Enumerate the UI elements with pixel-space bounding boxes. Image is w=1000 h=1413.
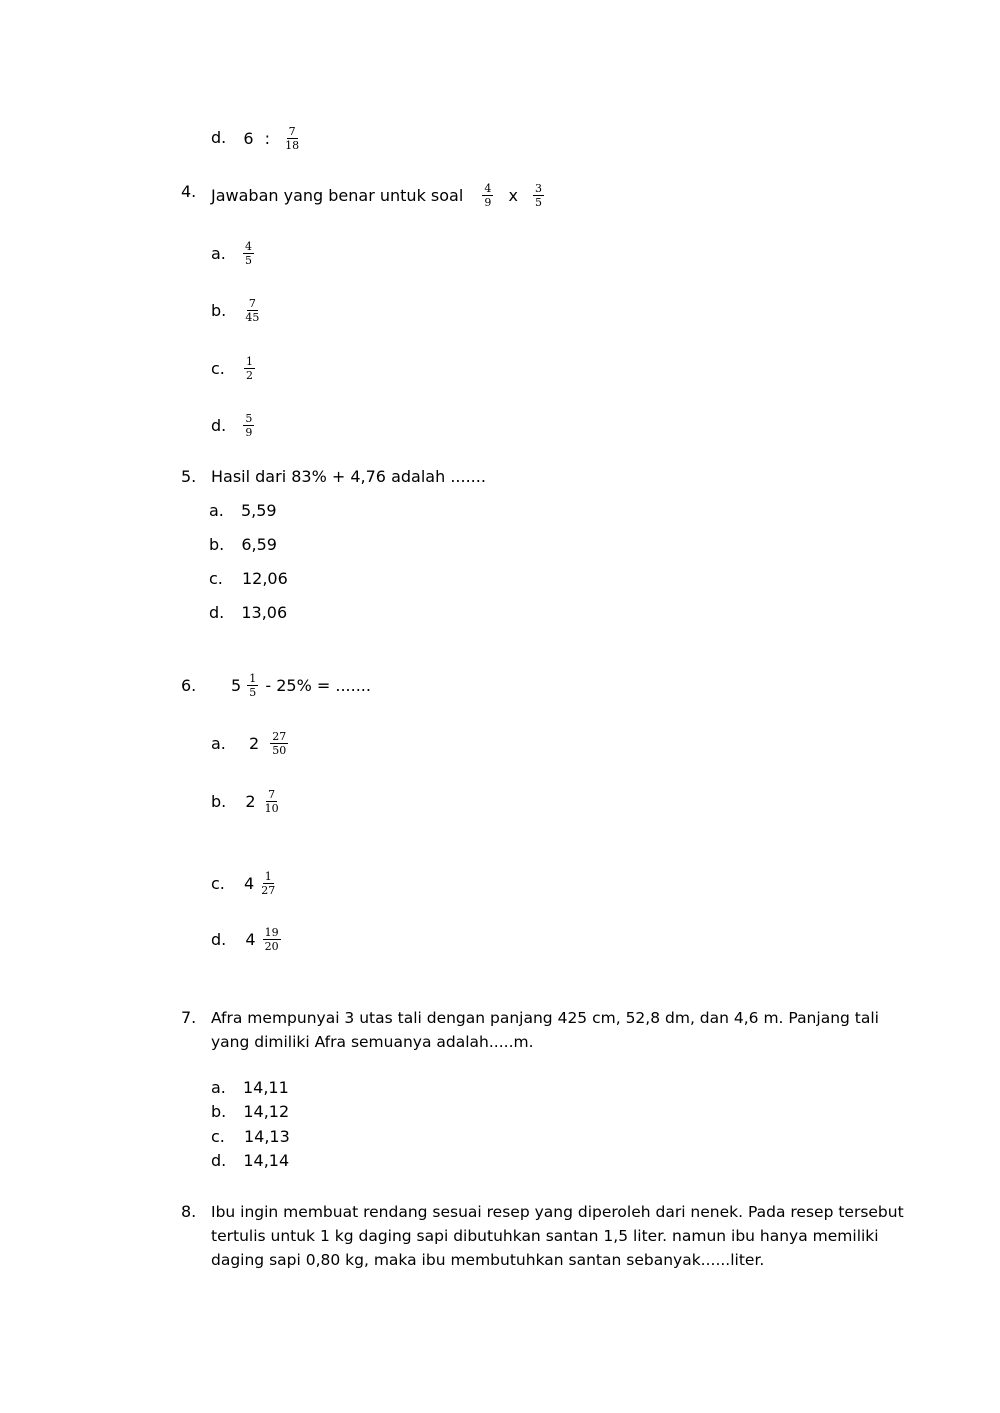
option-value: 13,06 <box>241 603 288 622</box>
option-letter: b. <box>211 791 227 811</box>
option-whole: 6 <box>243 128 254 148</box>
option-value: 14,14 <box>243 1151 290 1170</box>
numerator: 3 <box>535 182 543 195</box>
denominator: 18 <box>285 139 300 152</box>
denominator: 45 <box>245 311 260 324</box>
option-letter: b. <box>211 1102 227 1121</box>
q4-question <box>211 182 546 209</box>
denominator: 27 <box>261 884 276 897</box>
numerator: 7 <box>268 788 276 801</box>
option-letter: c. <box>211 873 225 893</box>
q8-line-2: tertulis untuk 1 kg daging sapi dibutuhkan santan 1,5 liter. namun ibu hanya memiliki <box>211 1227 879 1245</box>
option-letter: a. <box>211 243 226 263</box>
option-whole: 2 <box>248 733 260 753</box>
option-value: 5,59 <box>240 501 277 520</box>
q7-number: 7. <box>181 1008 197 1027</box>
q4-number: 4. <box>181 182 197 201</box>
option-letter: b. <box>211 300 227 320</box>
q6-option-d[interactable] <box>211 926 283 953</box>
option-fraction <box>283 125 301 152</box>
q6-option-c[interactable] <box>211 870 279 897</box>
numerator: 1 <box>264 870 272 883</box>
denominator: 20 <box>264 940 279 953</box>
numerator: 1 <box>245 355 253 368</box>
option-whole: 2 <box>245 791 256 811</box>
q4-text: Jawaban yang benar untuk soal <box>211 185 464 205</box>
q5-text: Hasil dari 83% + 4,76 adalah ....... <box>211 467 486 486</box>
q6-option-a[interactable] <box>211 730 290 757</box>
q8-line-3: daging sapi 0,80 kg, maka ibu membutuhkan santan sebanyak......liter. <box>211 1251 765 1269</box>
q7-line-2: yang dimiliki Afra semuanya adalah.....m. <box>211 1033 534 1051</box>
q5-option-a[interactable] <box>209 501 277 521</box>
option-letter: a. <box>211 1078 226 1097</box>
q6-rest: - 25% = ....... <box>265 675 371 695</box>
numerator: 5 <box>245 412 253 425</box>
option-whole: 4 <box>245 929 256 949</box>
q5-option-b[interactable] <box>209 535 277 555</box>
denominator: 9 <box>484 196 492 209</box>
option-fraction <box>259 870 277 897</box>
q3-option-d[interactable] <box>211 125 303 152</box>
option-fraction <box>263 788 281 815</box>
option-letter: b. <box>209 535 225 554</box>
option-operator: : <box>264 128 271 148</box>
denominator: 50 <box>272 744 287 757</box>
q5-number: 5. <box>181 467 197 486</box>
option-value: 14,12 <box>243 1102 290 1121</box>
option-fraction <box>244 355 255 382</box>
numerator: 7 <box>248 297 256 310</box>
option-value: 14,11 <box>242 1078 289 1097</box>
option-letter: c. <box>211 358 225 378</box>
option-letter: d. <box>211 415 227 435</box>
q7-option-b[interactable] <box>211 1102 289 1122</box>
denominator: 5 <box>535 196 543 209</box>
option-letter: d. <box>211 128 227 147</box>
numerator: 19 <box>264 926 279 939</box>
option-letter: a. <box>211 733 226 753</box>
q6-option-b[interactable] <box>211 788 283 815</box>
option-whole: 4 <box>243 873 255 893</box>
q4-option-a[interactable] <box>211 240 256 267</box>
q8-line-1: Ibu ingin membuat rendang sesuai resep yang diperoleh dari nenek. Pada resep tersebut <box>211 1203 904 1221</box>
q7-option-a[interactable] <box>211 1078 289 1098</box>
numerator: 27 <box>272 730 287 743</box>
q7-line-1: Afra mempunyai 3 utas tali dengan panjang 425 cm, 52,8 dm, dan 4,6 m. Panjang tali <box>211 1009 879 1027</box>
q6-question <box>231 672 371 699</box>
option-value: 12,06 <box>241 569 288 588</box>
option-letter: c. <box>209 569 223 588</box>
denominator: 10 <box>264 802 279 815</box>
numerator: 7 <box>288 125 296 138</box>
q4-option-b[interactable] <box>211 297 263 324</box>
q7-option-d[interactable] <box>211 1151 289 1171</box>
q4-fraction-2 <box>533 182 544 209</box>
denominator: 9 <box>245 426 253 439</box>
option-fraction <box>263 926 281 953</box>
option-letter: d. <box>209 603 225 622</box>
q7-option-c[interactable] <box>211 1127 290 1147</box>
option-fraction <box>243 412 254 439</box>
numerator: 1 <box>249 672 257 685</box>
option-letter: d. <box>211 1151 227 1170</box>
q5-option-d[interactable] <box>209 603 287 623</box>
q5-option-c[interactable] <box>209 569 288 589</box>
option-value: 6,59 <box>241 535 277 554</box>
option-letter: c. <box>211 1127 225 1146</box>
q4-option-c[interactable] <box>211 355 257 382</box>
q4-fraction-1 <box>482 182 493 209</box>
denominator: 5 <box>244 254 252 267</box>
q6-whole: 5 <box>231 675 242 695</box>
option-value: 14,13 <box>243 1127 290 1146</box>
denominator: 5 <box>249 686 257 699</box>
numerator: 4 <box>484 182 492 195</box>
numerator: 4 <box>244 240 252 253</box>
option-fraction <box>243 297 261 324</box>
q8-number: 8. <box>181 1202 197 1221</box>
q4-operator: x <box>508 185 518 205</box>
denominator: 2 <box>245 369 253 382</box>
option-letter: d. <box>211 929 227 949</box>
option-fraction <box>243 240 254 267</box>
q6-fraction <box>247 672 258 699</box>
q6-number: 6. <box>181 676 197 695</box>
option-letter: a. <box>209 501 224 520</box>
q4-option-d[interactable] <box>211 412 256 439</box>
option-fraction <box>270 730 288 757</box>
